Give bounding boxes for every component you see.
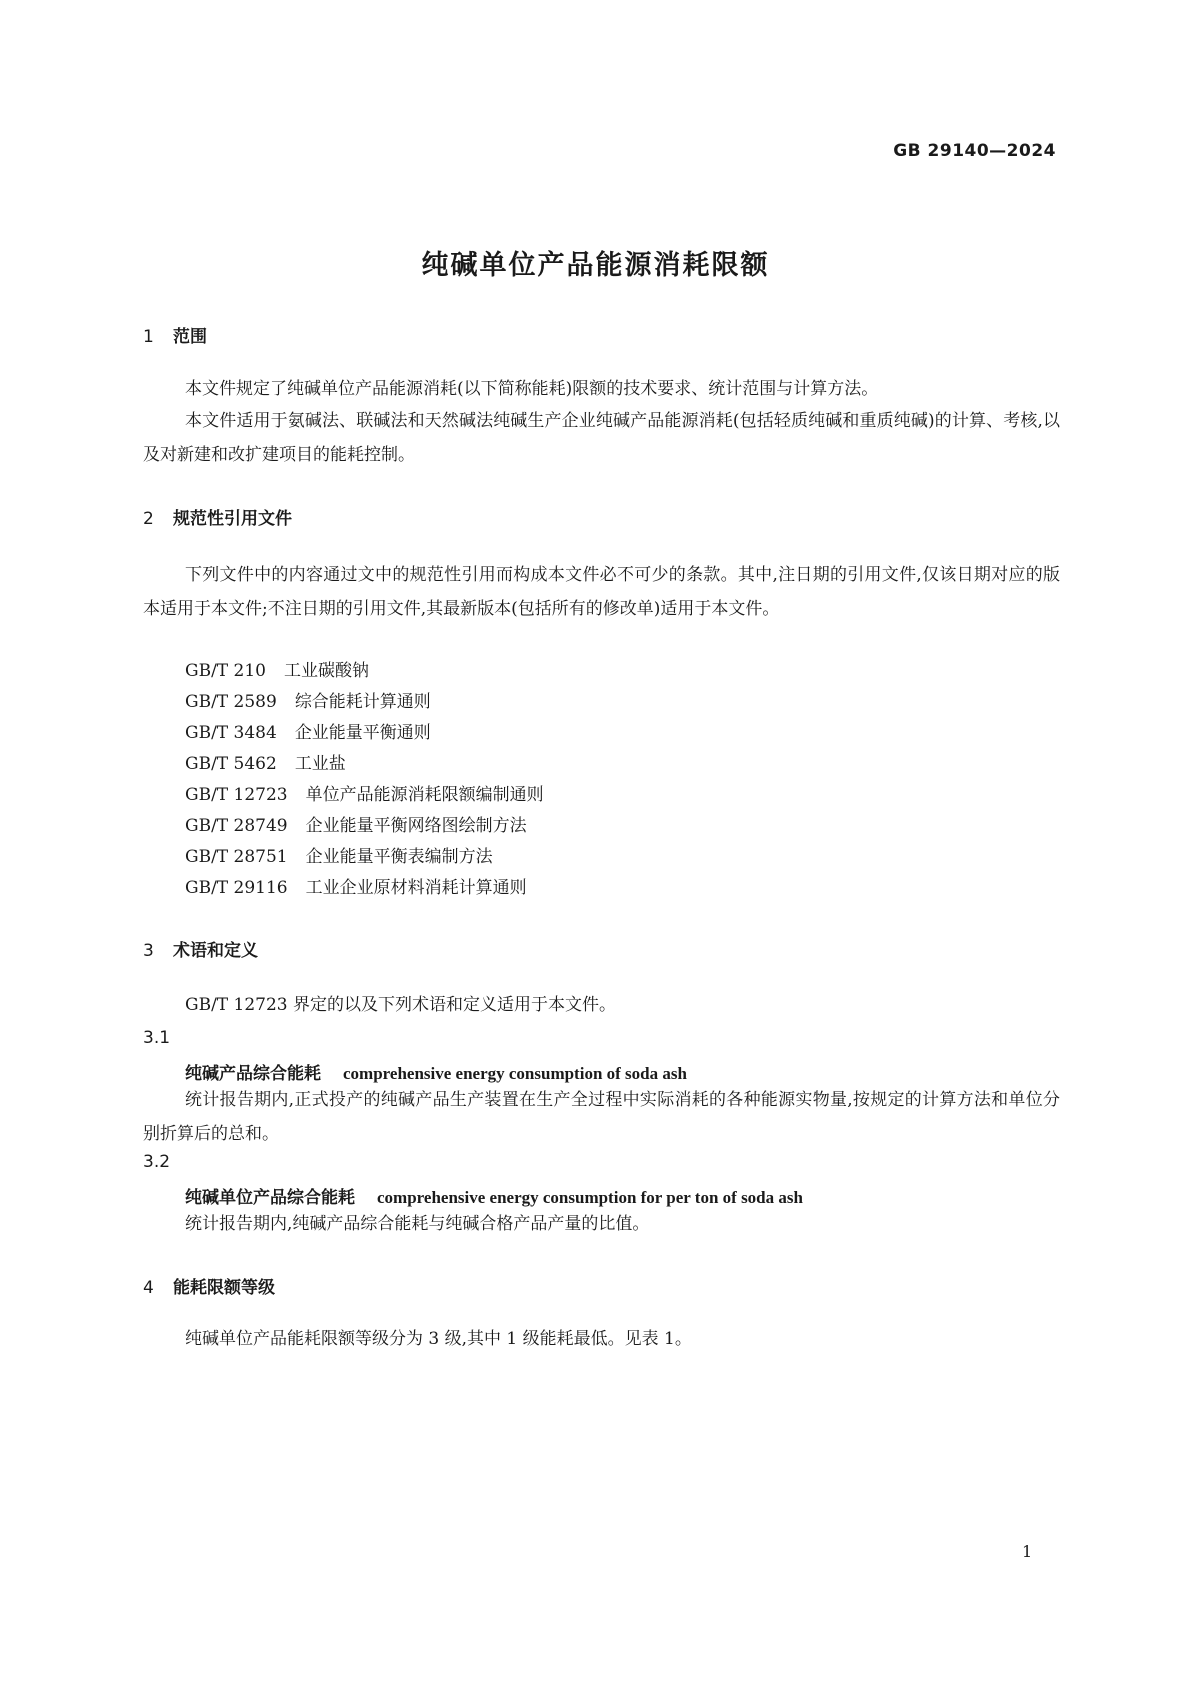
reference-code: GB/T 28751 — [185, 847, 288, 867]
section-number: 1 — [143, 327, 154, 347]
page-number: 1 — [1022, 1542, 1033, 1561]
reference-item — [185, 718, 431, 743]
reference-code: GB/T 12723 — [185, 785, 288, 805]
term-definition — [143, 1207, 1060, 1241]
section-3-paragraph-1 — [143, 988, 1060, 1022]
section-title: 规范性引用文件 — [173, 509, 292, 529]
paragraph-text: 本文件适用于氨碱法、联碱法和天然碱法纯碱生产企业纯碱产品能源消耗(包括轻质纯碱和重质纯碱)的计算、考核,以及对新建和改扩建项目的能耗控制。 — [143, 411, 1060, 465]
reference-title: 企业能量平衡通则 — [294, 723, 431, 743]
reference-code: GB/T 2589 — [185, 692, 277, 712]
term-title — [185, 1183, 803, 1208]
reference-title: 工业碳酸钠 — [284, 661, 369, 681]
reference-item — [185, 873, 527, 898]
reference-code: GB/T 28749 — [185, 816, 288, 836]
section-4-heading — [143, 1273, 275, 1298]
section-title: 术语和定义 — [173, 941, 258, 961]
section-number: 4 — [143, 1278, 154, 1298]
reference-item — [185, 842, 493, 867]
section-1-paragraph-1 — [143, 372, 1060, 406]
section-1-paragraph-2 — [143, 404, 1060, 472]
term-title — [185, 1059, 687, 1084]
section-4-paragraph-1 — [143, 1322, 1060, 1356]
section-number: 2 — [143, 509, 154, 529]
reference-item — [185, 749, 346, 774]
reference-item — [185, 780, 544, 805]
reference-title: 工业企业原材料消耗计算通则 — [305, 878, 527, 898]
section-number: 3 — [143, 941, 154, 961]
reference-title: 综合能耗计算通则 — [294, 692, 431, 712]
paragraph-text: 本文件规定了纯碱单位产品能源消耗(以下简称能耗)限额的技术要求、统计范围与计算方法。 — [185, 379, 879, 399]
reference-code: GB/T 29116 — [185, 878, 288, 898]
paragraph-text: 统计报告期内,正式投产的纯碱产品生产装置在生产全过程中实际消耗的各种能源实物量,按规定的计算方法和单位分别折算后的总和。 — [143, 1090, 1060, 1144]
term-definition — [143, 1083, 1060, 1151]
reference-code: GB/T 5462 — [185, 754, 277, 774]
document-number: GB 29140—2024 — [893, 141, 1056, 161]
section-3-heading — [143, 936, 258, 961]
reference-title: 企业能量平衡网络图绘制方法 — [305, 816, 527, 836]
reference-item — [185, 811, 527, 836]
section-title: 能耗限额等级 — [173, 1278, 275, 1298]
section-1-heading — [143, 322, 207, 347]
term-english: comprehensive energy consumption for per ton of soda ash — [377, 1188, 803, 1207]
paragraph-text: 下列文件中的内容通过文中的规范性引用而构成本文件必不可少的条款。其中,注日期的引用文件,仅该日期对应的版本适用于本文件;不注日期的引用文件,其最新版本(包括所有的修改单)适用于本文件。 — [143, 565, 1060, 619]
document-title: 纯碱单位产品能源消耗限额 — [421, 250, 770, 281]
paragraph-text: GB/T 12723 界定的以及下列术语和定义适用于本文件。 — [185, 995, 617, 1015]
term-number: 3.1 — [143, 1028, 171, 1048]
reference-item — [185, 656, 369, 681]
reference-item — [185, 687, 431, 712]
reference-code: GB/T 210 — [185, 661, 266, 681]
paragraph-text: 统计报告期内,纯碱产品综合能耗与纯碱合格产品产量的比值。 — [185, 1214, 650, 1234]
paragraph-text: 纯碱单位产品能耗限额等级分为 3 级,其中 1 级能耗最低。见表 1。 — [185, 1329, 692, 1349]
term-chinese: 纯碱产品综合能耗 — [185, 1064, 321, 1084]
term-chinese: 纯碱单位产品综合能耗 — [185, 1188, 355, 1208]
reference-title: 单位产品能源消耗限额编制通则 — [305, 785, 544, 805]
section-2-paragraph-1 — [143, 558, 1060, 626]
reference-code: GB/T 3484 — [185, 723, 277, 743]
section-2-heading — [143, 504, 292, 529]
section-title: 范围 — [173, 327, 207, 347]
reference-title: 企业能量平衡表编制方法 — [305, 847, 493, 867]
reference-title: 工业盐 — [294, 754, 346, 774]
term-number: 3.2 — [143, 1152, 171, 1172]
term-english: comprehensive energy consumption of soda ash — [343, 1064, 687, 1083]
